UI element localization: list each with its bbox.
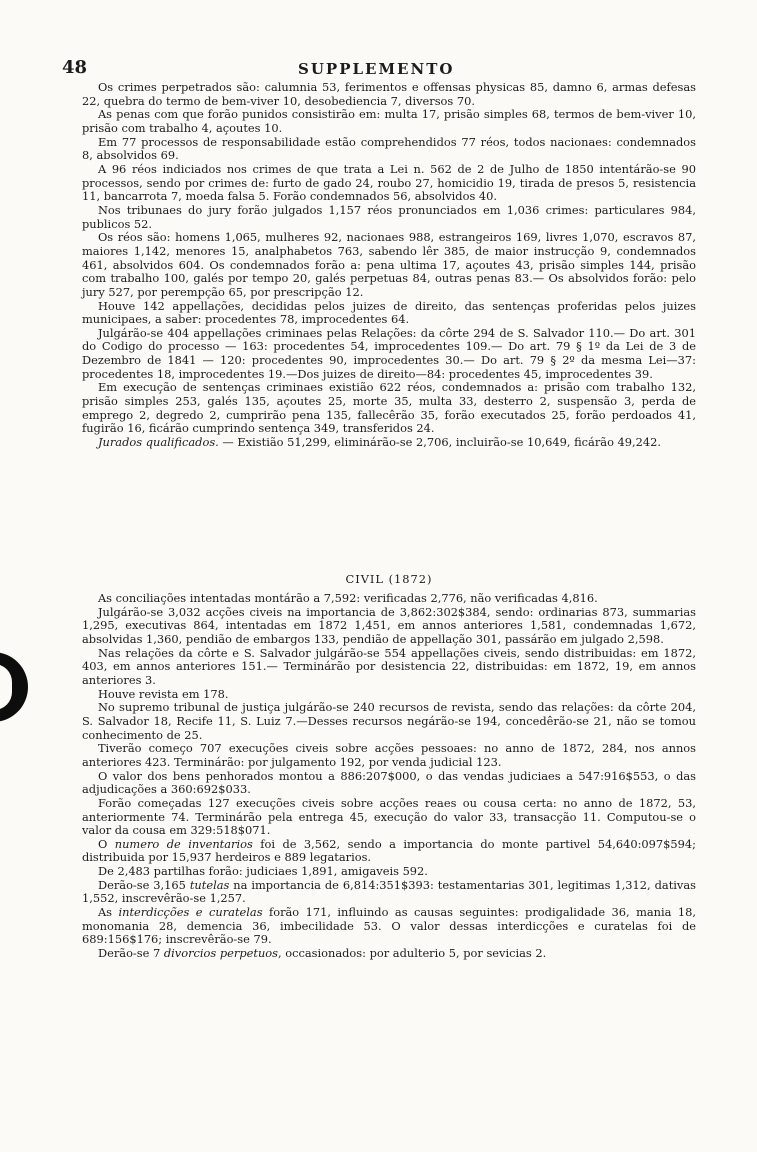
paragraph <box>82 701 696 742</box>
italic-term: interdicções e curatelas <box>118 905 263 920</box>
paragraph: Os crimes perpetrados são: calumnia 53, ferimentos e offensas physicas 85, damno 6, armas defesas 22, quebra do termo de bem-viver 10, desobediencia 7, diversos 70. <box>82 80 696 108</box>
jurados-text: — Existião 51,299, eliminárão-se 2,706, incluirão-se 10,649, ficárão 49,242. <box>218 435 662 450</box>
margin-ink-mark <box>0 652 28 722</box>
civil-section <box>82 566 696 961</box>
paragraph <box>82 947 696 961</box>
paragraph-text: Julgárão-se 3,032 acções civeis na importancia de 3,862:302$384, sendo: ordinarias 873, summarias 1,295, executivas 864, intentadas em 1872 1,451, em annos anteriores 1,581, condemnadas 1,672, absolvidas 1,360, pendião de embargos 133, pendião de appellação 301, passárão em julgado 2,598. <box>82 604 696 646</box>
paragraph <box>82 592 696 606</box>
civil-heading: CIVIL (1872) <box>345 572 433 586</box>
criminal-section <box>82 81 696 450</box>
paragraph-text: Tiverão começo 707 execuções civeis sobre acções pessoaes: no anno de 1872, 284, nos annos anteriores 423. Terminárão: por julgamento 192, por venda judicial 123. <box>82 741 696 769</box>
italic-term: divorcios perpetuos <box>163 946 279 961</box>
paragraph: Nos tribunaes do jury forão julgados 1,157 réos pronunciados em 1,036 crimes: particulares 984, publicos 52. <box>82 202 696 231</box>
paragraph: Houve 142 appellações, decididas pelos juizes de direito, das sentenças proferidas pelos juizes municipaes, a saber: procedentes 78, improcedentes 64. <box>82 298 696 327</box>
running-title: SUPPLEMENTO <box>298 60 455 78</box>
paragraph: Em execução de sentenças criminaes existião 622 réos, condemnados a: prisão com trabalho 132, prisão simples 253, galés 135, açoutes 25, morte 35, multa 33, desterro 2, suspensão 3, perda de emprego 2, degredo 2, cumprirão pena 135, fallecêrão 35, forão executados 25, forão perdoados 41, fugirão 16, ficárão cumprindo sentença 349, transferidos 24. <box>82 380 696 436</box>
paragraph-text: O valor dos bens penhorados montou a 886:207$000, o das vendas judiciaes a 547:916$553, o das adjudicações a 360:692$033. <box>82 768 696 797</box>
paragraph: As penas com que forão punidos consistirão em: multa 17, prisão simples 68, termos de bem-viver 10, prisão com trabalho 4, açoutes 10. <box>82 107 696 135</box>
paragraph-lead: O <box>97 836 115 851</box>
civil-paragraphs <box>82 592 696 961</box>
paragraph-lead: Derão-se 3,165 <box>97 877 190 892</box>
paragraph <box>82 606 696 647</box>
paragraph-lead: Derão-se 7 <box>97 946 164 961</box>
paragraph-lead: As <box>97 905 119 920</box>
paragraph: Em 77 processos de responsabilidade estão comprehendidos 77 réos, todos nacionaes: condemnados 8, absolvidos 69. <box>82 134 696 163</box>
paragraph <box>82 906 696 947</box>
paragraph-text: foi de 3,562, sendo a importancia do monte partivel 54,640:097$594; distribuida por 15,937 herdeiros e 889 legatarios. <box>82 836 696 865</box>
paragraph-text: na importancia de 6,814:351$393: testamentarias 301, legitimas 1,312, dativas 1,552, inscrevêrão-se 1,257. <box>82 877 696 906</box>
paragraph-text: No supremo tribunal de justiça julgárão-se 240 recursos de revista, sendo das relações: da côrte 204, S. Salvador 18, Recife 11, S. Luiz 7.—Desses recursos negárão-se 194, concedêrão-se 21, não se tomou conhecimento de 25. <box>82 700 696 742</box>
paragraph: Os réos são: homens 1,065, mulheres 92, nacionaes 988, estrangeiros 169, livres 1,070, escravos 87, maiores 1,142, menores 15, analphabetos 763, sabendo lêr 385, de maior instrucção 9, condemnados 461, absolvidos 604. Os condemnados forão a: pena ultima 17, açoutes 43, prisão simples 144, prisão com trabalho 100, galés por tempo 20, galés perpetuas 84, outras penas 83.— Os absolvidos forão: pelo jury 527, por perempção 65, por prescripção 12. <box>82 230 696 299</box>
paragraph <box>82 770 696 797</box>
paragraph: Julgárão-se 404 appellações criminaes pelas Relações: da côrte 294 de S. Salvador 110.— Do art. 301 do Codigo do processo — 163: procedentes 54, improcedentes 109.— Do art. 79 § 1º da Lei de 3 de Dezembro de 1841 — 120: procedentes 90, improcedentes 30.— Do art. 79 § 2º da mesma Lei—37: procedentes 18, improcedentes 19.—Dos juizes de direito—84: procedentes 45, improcedentes 39. <box>82 325 696 381</box>
paragraph-text: forão 171, influindo as causas seguintes: prodigalidade 36, mania 18, monomania 28, demencia 36, imbecilidade 53. O valor dessas interdicções e curatelas foi de 689:156$176; inscrevêrão-se 79. <box>82 905 696 947</box>
paragraph-text: De 2,483 partilhas forão: judiciaes 1,891, amigaveis 592. <box>97 864 428 879</box>
jurados-paragraph <box>82 436 696 450</box>
paragraph-text: As conciliações intentadas montárão a 7,592: verificadas 2,776, não verificadas 4,816. <box>97 591 598 605</box>
jurados-label: Jurados qualificados. <box>97 435 219 450</box>
paragraph-text: , occasionados: por adulterio 5, por sevicias 2. <box>278 946 547 961</box>
paragraph <box>82 879 696 906</box>
paragraph <box>82 688 696 702</box>
page-number: 48 <box>62 57 88 78</box>
criminal-paragraphs <box>82 81 696 436</box>
paragraph <box>82 838 696 865</box>
italic-term: numero de inventarios <box>114 836 253 851</box>
paragraph <box>82 647 696 688</box>
paragraph <box>82 865 696 879</box>
paragraph: A 96 réos indiciados nos crimes de que trata a Lei n. 562 de 2 de Julho de 1850 intentárão-se 90 processos, sendo por crimes de: furto de gado 24, roubo 27, homicidio 19, tirada de presos 5, resistencia 11, bancarrota 7, moeda falsa 5. Forão condemnados 56, absolvidos 40. <box>82 161 696 204</box>
paragraph <box>82 742 696 769</box>
italic-term: tutelas <box>189 877 230 892</box>
paragraph-text: Forão começadas 127 execuções civeis sobre acções reaes ou cousa certa: no anno de 1872, 53, anteriormente 74. Terminárão pela entrega 45, execução do valor 33, transacção 11. Computou-se o valor da cousa em 329:518$071. <box>82 795 696 838</box>
paragraph-text: Nas relações da côrte e S. Salvador julgárão-se 554 appellações civeis, sendo distribuidas: em 1872, 403, em annos anteriores 151.— Terminárão por desistencia 22, distribuidas: em 1872, 19, em annos anteriores 3. <box>82 645 696 687</box>
paragraph-text: Houve revista em 178. <box>97 686 229 701</box>
paragraph <box>82 797 696 838</box>
